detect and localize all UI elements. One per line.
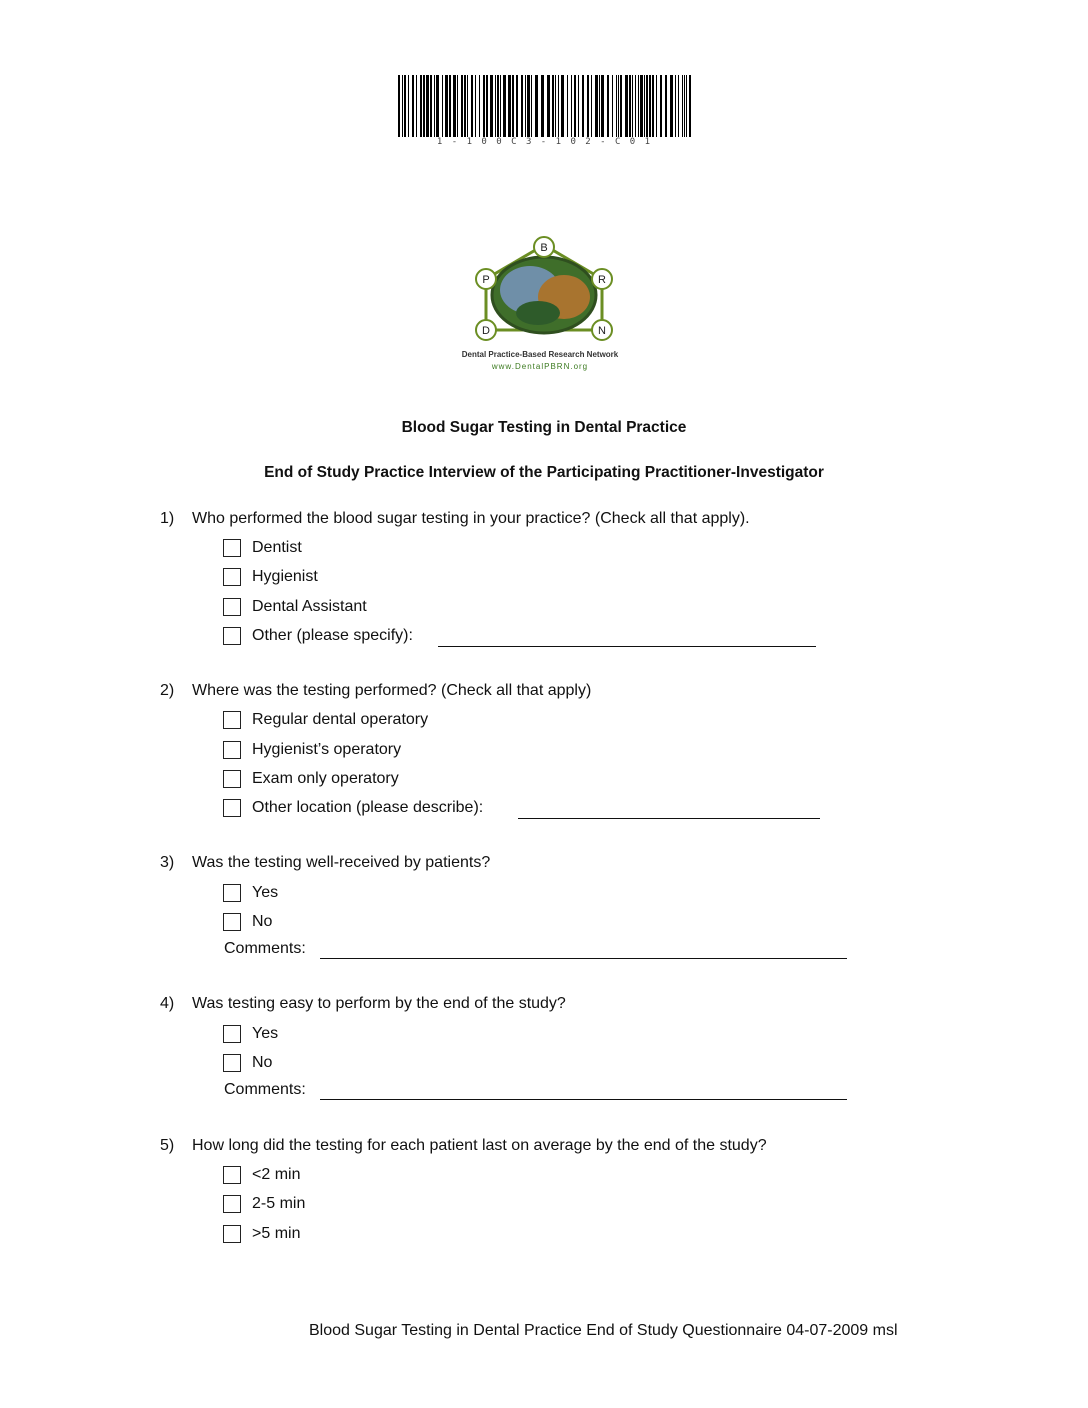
option-label: Exam only operatory: [252, 770, 399, 787]
question-number: 3): [160, 854, 175, 871]
option-hygienist[interactable]: [223, 566, 318, 588]
checkbox[interactable]: [223, 627, 241, 645]
logo-org-name: Dental Practice-Based Research Network: [461, 350, 619, 359]
option-2-5-min[interactable]: [223, 1193, 305, 1215]
logo-letter-r: R: [598, 274, 606, 286]
option-dental-assistant[interactable]: [223, 596, 367, 618]
question-text: Was testing easy to perform by the end of the study?: [192, 995, 566, 1012]
option-other-location[interactable]: [223, 797, 483, 819]
question-number: 5): [160, 1137, 175, 1154]
option-label: <2 min: [252, 1166, 301, 1183]
option-label: Dentist: [252, 539, 302, 556]
option-under-2-min[interactable]: [223, 1164, 300, 1186]
logo-letter-d: D: [482, 325, 490, 337]
question-text: Was the testing well-received by patients?: [192, 854, 491, 871]
barcode-text: 1 - 1 0 0 C 3 - 1 0 2 - C 0 1: [436, 137, 653, 147]
option-over-5-min[interactable]: [223, 1223, 300, 1245]
option-label: Other (please specify):: [252, 627, 413, 644]
option-no[interactable]: [223, 1052, 272, 1074]
other-specify-field[interactable]: [438, 646, 816, 647]
option-other[interactable]: [223, 625, 413, 647]
checkbox[interactable]: [223, 770, 241, 788]
option-hygienist-operatory[interactable]: [223, 739, 401, 761]
checkbox[interactable]: [223, 1025, 241, 1043]
checkbox[interactable]: [223, 799, 241, 817]
question-number: 2): [160, 682, 175, 699]
logo-url: www.DentalPBRN.org: [491, 362, 589, 371]
document-subtitle: End of Study Practice Interview of the Participating Practitioner-Investigator: [264, 464, 824, 481]
option-label: Yes: [252, 1025, 279, 1042]
logo-letter-n: N: [598, 325, 606, 337]
page-footer: Blood Sugar Testing in Dental Practice End of Study Questionnaire 04-07-2009 msl: [309, 1322, 898, 1339]
option-label: Hygienist’s operatory: [252, 741, 402, 758]
logo-letter-b: B: [540, 242, 548, 254]
option-label: Hygienist: [252, 568, 318, 585]
dental-pbrn-logo: [458, 235, 630, 345]
comments-field[interactable]: [320, 958, 847, 959]
checkbox[interactable]: [223, 913, 241, 931]
option-label: Dental Assistant: [252, 598, 367, 615]
comments-label: Comments:: [224, 940, 306, 957]
question-number: 4): [160, 995, 175, 1012]
option-exam-only-operatory[interactable]: [223, 768, 399, 790]
question-text: Where was the testing performed? (Check all that apply): [192, 682, 592, 699]
checkbox[interactable]: [223, 1054, 241, 1072]
checkbox[interactable]: [223, 539, 241, 557]
option-no[interactable]: [223, 911, 272, 933]
option-label: >5 min: [252, 1225, 301, 1242]
checkbox[interactable]: [223, 884, 241, 902]
checkbox[interactable]: [223, 568, 241, 586]
question-text: How long did the testing for each patient last on average by the end of the study?: [192, 1137, 767, 1154]
option-label: 2-5 min: [252, 1195, 306, 1212]
checkbox[interactable]: [223, 1166, 241, 1184]
checkbox[interactable]: [223, 1195, 241, 1213]
option-label: No: [252, 913, 273, 930]
comments-label: Comments:: [224, 1081, 306, 1098]
checkbox[interactable]: [223, 741, 241, 759]
comments-field[interactable]: [320, 1099, 847, 1100]
option-label: Regular dental operatory: [252, 711, 429, 728]
document-title: Blood Sugar Testing in Dental Practice: [401, 419, 687, 436]
question-text: Who performed the blood sugar testing in your practice? (Check all that apply).: [192, 510, 750, 527]
checkbox[interactable]: [223, 711, 241, 729]
question-number: 1): [160, 510, 175, 527]
option-yes[interactable]: [223, 882, 278, 904]
logo-letter-p: P: [482, 274, 490, 286]
barcode-image: [396, 75, 693, 137]
option-dentist[interactable]: [223, 537, 302, 559]
option-yes[interactable]: [223, 1023, 278, 1045]
checkbox[interactable]: [223, 1225, 241, 1243]
checkbox[interactable]: [223, 598, 241, 616]
option-label: No: [252, 1054, 273, 1071]
option-label: Other location (please describe):: [252, 799, 484, 816]
other-location-field[interactable]: [518, 818, 820, 819]
option-regular-operatory[interactable]: [223, 709, 428, 731]
option-label: Yes: [252, 884, 279, 901]
